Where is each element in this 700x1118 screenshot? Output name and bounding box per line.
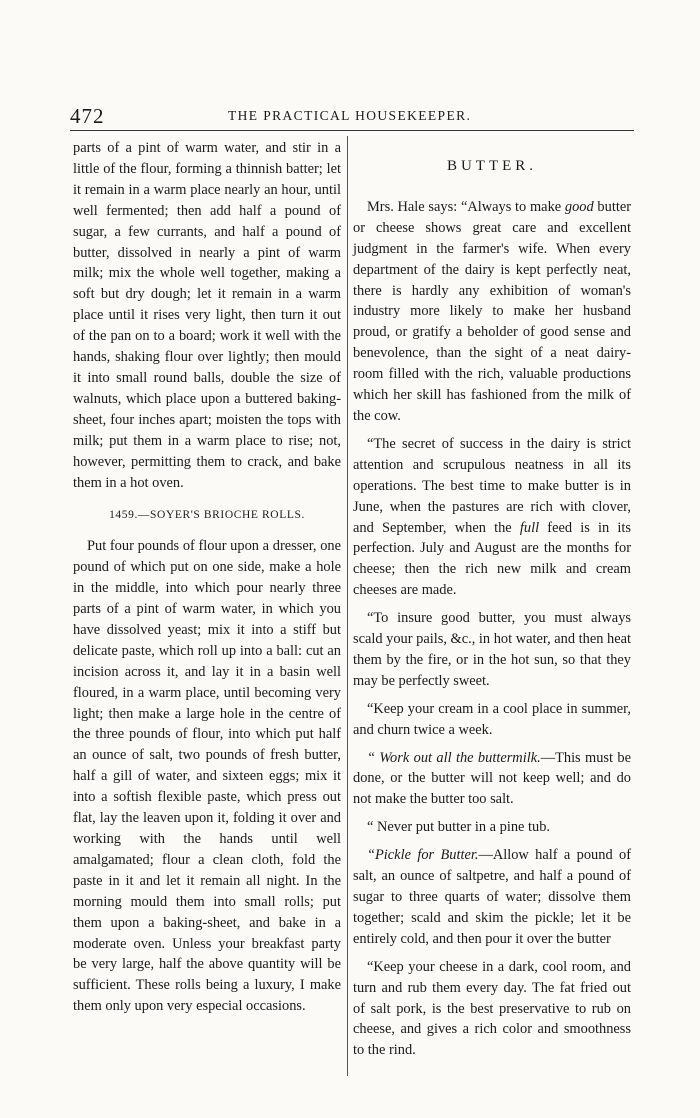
p1-text-a: Mrs. Hale says: “Always to make [367,198,565,215]
paragraph-3: “To insure good butter, you must always scald your pails, &c., in hot water, and then heat them by the fire, or in the hot sun, so that they may be perfectly sweet. [353,610,631,689]
p1-text-b: butter or cheese shows great care and excellent judgment in the farmer's wife. When every department of the dairy is kept perfectly neat, there is hardly any exhibition of woman's industry more likely to make her husband proud, or gratify a beholder of good sense and benevolence, than the sight of a neat dairy-room filled with the rich, valuable productions which her skill has fashioned from the milk of the cow. [353,198,631,424]
recipe-paragraph: Put four pounds of flour upon a dresser, one pound of which put on one side, make a hole in the middle, into which pour nearly three parts of a pint of warm water, in which you have dissolved yeast; mix it into a stiff but delicate paste, which roll up into a ball: cut an incision across it, and lay it in a basin well floured, in a warm place, until becoming very light; then make a large hole in the centre of the three pounds of flour, into which put half an ounce of salt, two pounds of fresh butter, half a gill of water, and sixteen eggs; mix it into a softish flexible paste, which press out flat, lay the leaven upon it, folding it over and working with the hands until well amalgamated; flour a clean cloth, fold the paste in it and let it remain all night. In the morning mould them into small rolls; put them upon a baking-sheet, and bake in a moderate oven. Unless your breakfast party be very large, half the above quantity will be sufficient. These rolls being a luxury, I make them only upon very especial occasions. [73,538,341,1015]
paragraph-6: “ Never put butter in a pine tub. [367,819,551,836]
column-divider [347,136,348,1076]
section-title: BUTTER. [446,158,538,174]
paragraph-5 [353,748,631,811]
paragraph-8: “Keep your cheese in a dark, cool room, and turn and rub them every day. The fat fried out of salt pork, is the best preservative to rub on cheese, and gives a rich color and smoothness to the rind. [353,958,631,1059]
p2-text-a: “The secret of success in the dairy is strict attention and scrupulous neatness in all its operations. The best time to make butter is in June, when the pastures are rich with clover, and September, when the [353,435,631,536]
p5-italic: “ Work out all the buttermilk. [367,749,541,766]
continued-paragraph: parts of a pint of warm water, and stir in a little of the flour, forming a thinnish batter; let it remain in a warm place nearly an hour, until well fermented; then add half a pound of sugar, a few currants, and half a pound of butter, dissolved in nearly a pint of warm milk; mix the whole well together, making a soft but dry dough; let it remain in a warm place until it rises very light, then turn it out of the pan on to a board; work it well with the hands, shaking flour over lightly; then mould it into small round balls, double the size of walnuts, which place upon a buttered baking-sheet, four inches apart; moisten the tops with milk; put them in a warm place to rise; not, however, permitting them to crack, and bake them in a hot oven. [73,140,341,491]
left-column [73,138,341,1024]
running-head: THE PRACTICAL HOUSEKEEPER. [228,108,472,123]
right-column [353,138,631,1068]
recipe-heading: 1459.—SOYER'S BRIOCHE ROLLS. [109,509,305,522]
p1-italic: good [564,198,594,215]
page-number: 472 [70,104,105,128]
p5-text: —This must be done, or the butter will not keep well; and do not make the butter too salt. [353,749,631,808]
paragraph-2 [353,434,631,601]
page-header [70,104,634,128]
p7-text: —Allow half a pound of salt, an ounce of saltpetre, and half a pound of sugar to three quarts of water; dissolve them together; scald and skim the pickle; let it be entirely cold, and then pour it over the butter [353,847,631,947]
paragraph-7 [353,845,631,950]
p7-italic: “Pickle for Butter. [367,847,479,864]
paragraph-1 [353,197,631,427]
p2-italic: full [519,519,540,536]
header-rule [70,130,634,131]
paragraph-4: “Keep your cream in a cool place in summer, and churn twice a week. [353,700,631,738]
p2-text-b: feed is in its perfection. July and August are the months for cheese; then the rich new milk and cream cheeses are made. [353,519,632,599]
